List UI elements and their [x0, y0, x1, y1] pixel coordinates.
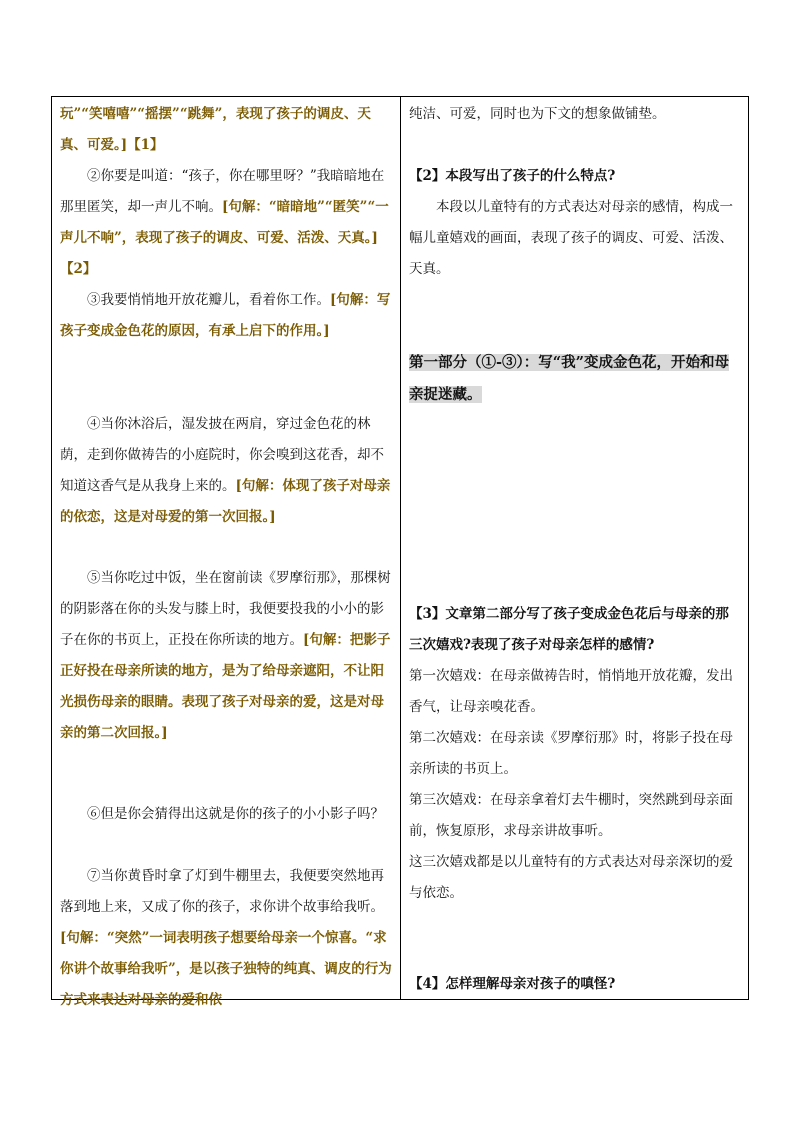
answer-text: 本段以儿童特有的方式表达对母亲的感情，构成一幅儿童嬉戏的画面，表现了孩子的调皮、可爱、活泼、天真。 [409, 199, 733, 277]
paragraph-text: ⑥但是你会猜得出这就是你的孩子的小小影子吗？ [87, 806, 384, 822]
annotation: [句解：“暗暗地”“匿笑”“一声儿不响”，表现了孩子的调皮、可爱、活泼、天真。] [60, 199, 389, 246]
note-mark: 【2】 [60, 261, 97, 277]
question-heading: 【3】文章第二部分写了孩子变成金色花后与母亲的那三次嬉戏?表现了孩子对母亲怎样的感情? [409, 606, 729, 653]
paragraph-7 [60, 861, 394, 1016]
paragraph-text: ⑦当你黄昏时拿了灯到牛棚里去，我便要突然地再落到地上来，又成了你的孩子，求你讲个故事给我听。 [60, 868, 384, 915]
notes-column [401, 97, 748, 999]
note-mark: 【1】 [127, 137, 164, 153]
note-text: 纯洁、可爱，同时也为下文的想象做铺垫。 [409, 106, 666, 122]
paragraph-4 [60, 409, 394, 533]
question-heading: 【2】本段写出了孩子的什么特点? [409, 168, 616, 184]
section-summary [409, 347, 741, 411]
paragraph-text: ④当你沐浴后，湿发披在两肩，穿过金色花的林荫，走到你做祷告的小庭院时，你会嗅到这花香，却不知道这香气是从我身上来的。 [60, 416, 384, 494]
paragraph-2 [60, 161, 394, 285]
paragraph-6 [60, 799, 394, 830]
paragraph-text: ②你要是叫道：“孩子，你在哪里呀？”我暗暗地在那里匿笑，却一声儿不响。 [60, 168, 385, 215]
paragraph-5 [60, 563, 394, 749]
annotation: [句解：写孩子变成金色花的原因，有承上启下的作用。] [60, 292, 391, 339]
answer-text: 第一次嬉戏：在母亲做祷告时，悄悄地开放花瓣，发出香气，让母亲嗅花香。 [409, 668, 733, 715]
question-4 [409, 969, 741, 1000]
paragraph-text: ③我要悄悄地开放花瓣儿，看着你工作。 [87, 292, 330, 308]
annotation: 玩”“笑嘻嘻”“摇摆”“跳舞”，表现了孩子的调皮、天真、可爱。] [60, 106, 371, 153]
question-2 [409, 161, 741, 285]
annotation: [句解：体现了孩子对母亲的依恋，这是对母爱的第一次回报。] [60, 478, 391, 525]
paragraph-text: ⑤当你吃过中饭，坐在窗前读《罗摩衍那》，那棵树的阴影落在你的头发与膝上时，我便要投我的小小的影子在你的书页上，正投在你所读的地方。 [60, 570, 391, 648]
answer-text: 第二次嬉戏：在母亲读《罗摩衍那》时，将影子投在母亲所读的书页上。 [409, 730, 733, 777]
paragraph-3 [60, 285, 394, 347]
text-column [52, 97, 401, 1008]
question-heading: 【4】怎样理解母亲对孩子的嗔怪? [409, 976, 616, 992]
answer-text: 这三次嬉戏都是以儿童特有的方式表达对母亲深切的爱与依恋。 [409, 854, 733, 901]
annotation: [句解：“突然”一词表明孩子想要给母亲一个惊喜。“求你讲个故事给我听”，是以孩子独特的纯真、调皮的行为方式来表达对母亲的爱和依 [60, 930, 392, 1008]
question-3 [409, 599, 741, 909]
answer-text: 第三次嬉戏：在母亲拿着灯去牛棚时，突然跳到母亲面前，恢复原形，求母亲讲故事听。 [409, 792, 733, 839]
annotation-table [51, 96, 749, 1008]
annotation: [句解：把影子正好投在母亲所读的地方，是为了给母亲遮阳，不让阳光损伤母亲的眼睛。表现了孩子对母亲的爱，这是对母亲的第二次回报。] [60, 632, 391, 741]
section-summary-text: 第一部分（①-③）：写“我”变成金色花，开始和母亲捉迷藏。 [409, 354, 729, 403]
paragraph-1-end [60, 99, 394, 161]
